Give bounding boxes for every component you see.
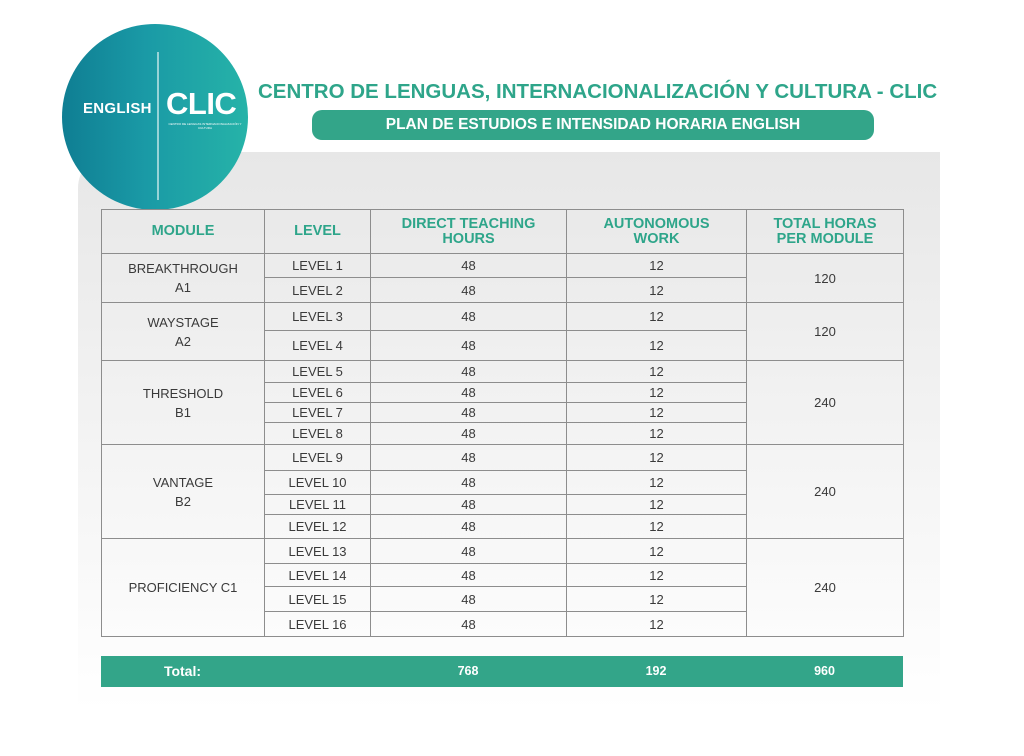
level-cell: LEVEL 1	[265, 254, 371, 278]
module-code: A1	[175, 280, 191, 295]
autonomous-hours-cell: 12	[567, 423, 747, 445]
direct-hours-cell: 48	[371, 361, 567, 383]
direct-hours-cell: 48	[371, 539, 567, 564]
module-total-cell: 120	[747, 254, 904, 303]
autonomous-hours-cell: 12	[567, 254, 747, 278]
header-autonomous-work: AUTONOMOUS WORK	[567, 210, 747, 254]
module-total-cell: 240	[747, 539, 904, 637]
module-code: A2	[175, 333, 191, 349]
level-cell: LEVEL 8	[265, 423, 371, 445]
module-code: B1	[175, 404, 191, 420]
autonomous-hours-cell: 12	[567, 587, 747, 612]
autonomous-hours-cell: 12	[567, 331, 747, 361]
direct-hours-cell: 48	[371, 331, 567, 361]
autonomous-hours-cell: 12	[567, 361, 747, 383]
module-total-cell: 120	[747, 303, 904, 361]
logo-clic-text: CLIC	[166, 86, 237, 121]
direct-hours-cell: 48	[371, 471, 567, 495]
direct-hours-cell: 48	[371, 564, 567, 587]
level-cell: LEVEL 10	[265, 471, 371, 495]
direct-hours-cell: 48	[371, 254, 567, 278]
logo-english-text: ENGLISH	[83, 100, 152, 117]
autonomous-hours-cell: 12	[567, 564, 747, 587]
level-cell: LEVEL 14	[265, 564, 371, 587]
autonomous-hours-cell: 12	[567, 403, 747, 423]
autonomous-hours-cell: 12	[567, 612, 747, 637]
page-subtitle: PLAN DE ESTUDIOS E INTENSIDAD HORARIA ENGLISH	[385, 116, 801, 133]
module-name: THRESHOLD	[142, 385, 224, 401]
autonomous-hours-cell: 12	[567, 278, 747, 303]
module-code: B2	[175, 493, 191, 509]
header-level: LEVEL	[265, 210, 371, 254]
table-row	[102, 539, 904, 564]
module-name: WAYSTAGE	[147, 314, 219, 330]
level-cell: LEVEL 13	[265, 539, 371, 564]
module-cell	[102, 539, 265, 637]
logo-tagline: CENTRO DE LENGUAS INTERNACIONALIZACIÓN Y CULTURA	[168, 122, 242, 130]
direct-hours-cell: 48	[371, 587, 567, 612]
direct-hours-cell: 48	[371, 445, 567, 471]
table-row	[102, 361, 904, 383]
level-cell: LEVEL 16	[265, 612, 371, 637]
autonomous-hours-cell: 12	[567, 539, 747, 564]
direct-hours-cell: 48	[371, 383, 567, 403]
table-row	[102, 303, 904, 331]
page-title: CENTRO DE LENGUAS, INTERNACIONALIZACIÓN Y CULTURA - CLIC	[258, 80, 938, 103]
direct-hours-cell: 48	[371, 303, 567, 331]
totals-label: Total:	[163, 663, 202, 679]
direct-hours-cell: 48	[371, 495, 567, 515]
direct-hours-cell: 48	[371, 423, 567, 445]
level-cell: LEVEL 7	[265, 403, 371, 423]
totals-grand-total: 960	[814, 664, 835, 678]
autonomous-hours-cell: 12	[567, 383, 747, 403]
module-total-cell: 240	[747, 445, 904, 539]
totals-direct-hours: 768	[457, 664, 479, 678]
totals-autonomous-hours: 192	[645, 664, 667, 678]
level-cell: LEVEL 11	[265, 495, 371, 515]
study-plan-table	[101, 209, 904, 637]
logo-divider	[157, 52, 159, 200]
totals-bar	[101, 656, 903, 687]
level-cell: LEVEL 9	[265, 445, 371, 471]
header-direct-teaching-hours: DIRECT TEACHING HOURS	[371, 210, 567, 254]
level-cell: LEVEL 3	[265, 303, 371, 331]
autonomous-hours-cell: 12	[567, 495, 747, 515]
header-module: MODULE	[102, 210, 265, 254]
level-cell: LEVEL 12	[265, 515, 371, 539]
autonomous-hours-cell: 12	[567, 515, 747, 539]
direct-hours-cell: 48	[371, 612, 567, 637]
module-cell	[102, 445, 265, 539]
direct-hours-cell: 48	[371, 515, 567, 539]
autonomous-hours-cell: 12	[567, 471, 747, 495]
module-total-cell: 240	[747, 361, 904, 445]
header-total-hours: TOTAL HORAS PER MODULE	[747, 210, 904, 254]
module-cell	[102, 254, 265, 303]
direct-hours-cell: 48	[371, 403, 567, 423]
module-cell	[102, 361, 265, 445]
table-row	[102, 445, 904, 471]
module-name: VANTAGE	[152, 474, 214, 490]
table-header-row	[102, 210, 904, 254]
page-subtitle-banner	[312, 110, 874, 140]
table-row	[102, 254, 904, 278]
autonomous-hours-cell: 12	[567, 303, 747, 331]
level-cell: LEVEL 15	[265, 587, 371, 612]
level-cell: LEVEL 4	[265, 331, 371, 361]
level-cell: LEVEL 2	[265, 278, 371, 303]
module-name: PROFICIENCY C1	[128, 580, 238, 595]
level-cell: LEVEL 5	[265, 361, 371, 383]
module-cell	[102, 303, 265, 361]
autonomous-hours-cell: 12	[567, 445, 747, 471]
module-name: BREAKTHROUGH	[128, 261, 238, 276]
direct-hours-cell: 48	[371, 278, 567, 303]
level-cell: LEVEL 6	[265, 383, 371, 403]
